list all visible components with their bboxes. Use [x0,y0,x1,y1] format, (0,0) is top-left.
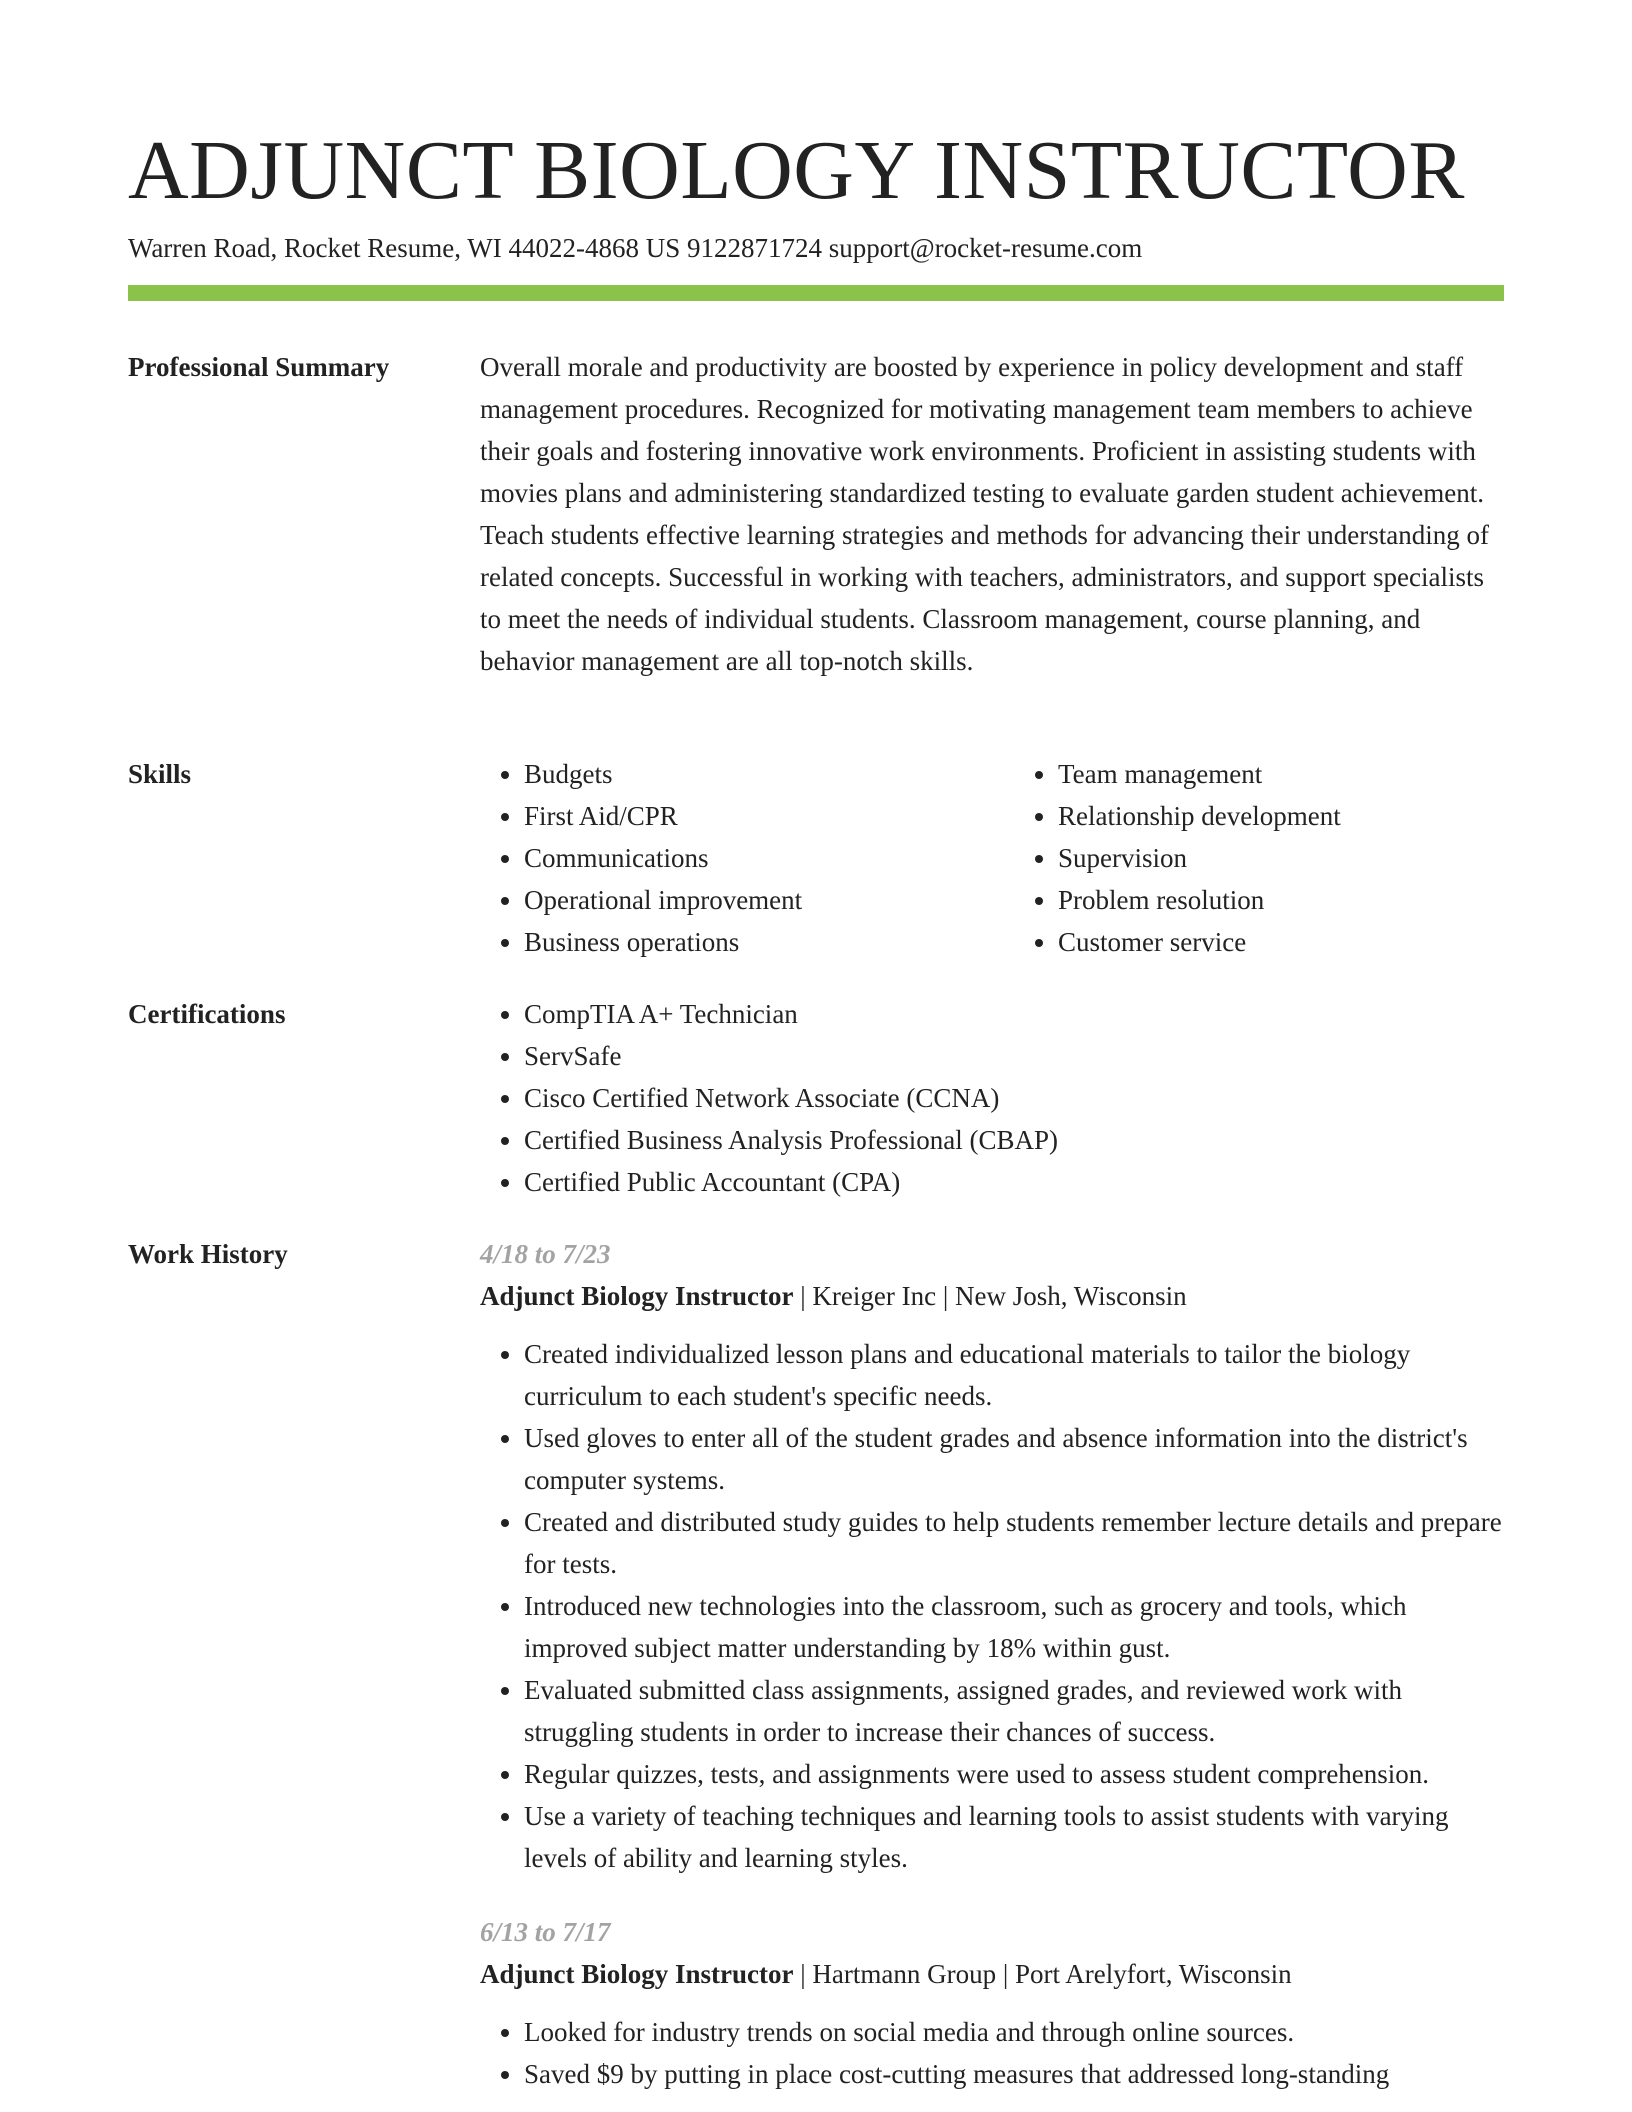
list-item: • Cisco Certified Network Associate (CCNA) [524,1077,1504,1119]
skills-body [480,753,1504,963]
list-item: • Looked for industry trends on social media and through online sources. [524,2011,1504,2053]
certifications-body [480,993,1504,1203]
job-heading: Adjunct Biology Instructor | Kreiger Inc | New Josh, Wisconsin [480,1281,1187,1311]
page-title: ADJUNCT BIOLOGY INSTRUCTOR [128,124,1465,217]
contact-phone: 9122871724 [686,233,822,263]
job-entry [480,1233,1504,1879]
list-item: • CompTIA A+ Technician [524,993,1504,1035]
list-item: • Operational improvement [524,879,970,921]
job-dates: 6/13 to 7/17 [480,1917,611,1947]
job-title: Adjunct Biology Instructor [480,1281,794,1311]
job-location: Port Arelyfort, Wisconsin [1015,1959,1292,1989]
list-item: • Evaluated submitted class assignments, assigned grades, and reviewed work with struggling students in order to increase their chances of success. [524,1669,1504,1753]
list-item: • Use a variety of teaching techniques and learning tools to assist students with varying levels of ability and learning styles. [524,1795,1504,1879]
section-title-certifications: Certifications [128,999,286,1029]
skills-list-right [1014,753,1504,963]
list-item: • Created and distributed study guides to help students remember lecture details and prepare for tests. [524,1501,1504,1585]
list-item: • Created individualized lesson plans and educational materials to tailor the biology curriculum to each student's specific needs. [524,1333,1504,1417]
list-item: • Problem resolution [1058,879,1504,921]
list-item: • Communications [524,837,970,879]
list-item: • Introduced new technologies into the classroom, such as grocery and tools, which improved subject matter understanding by 18% within gust. [524,1585,1504,1669]
list-item: • Customer service [1058,921,1504,963]
job-dates: 4/18 to 7/23 [480,1239,611,1269]
job-company: Kreiger Inc [812,1281,937,1311]
skills-list-left [480,753,970,963]
job-bullets [480,1333,1504,1879]
job-heading: Adjunct Biology Instructor | Hartmann Group | Port Arelyfort, Wisconsin [480,1959,1292,1989]
list-item: • First Aid/CPR [524,795,970,837]
job-entry [480,1911,1504,2095]
list-item: • ServSafe [524,1035,1504,1077]
list-item: • Supervision [1058,837,1504,879]
job-location: New Josh, Wisconsin [955,1281,1187,1311]
section-title-skills: Skills [128,759,192,789]
list-item: • Used gloves to enter all of the student grades and absence information into the district's computer systems. [524,1417,1504,1501]
job-bullets [480,2011,1504,2095]
header-divider [128,285,1504,301]
summary-body [480,346,1504,682]
list-item: • Certified Public Accountant (CPA) [524,1161,1504,1203]
job-title: Adjunct Biology Instructor [480,1959,794,1989]
list-item: • Certified Business Analysis Professional (CBAP) [524,1119,1504,1161]
summary-text: Overall morale and productivity are boosted by experience in policy development and staff management procedures. Recognized for motivating management team members to achieve their goals and fostering innovative work environments. Proficient in assisting students with movies plans and administering standardized testing to evaluate garden student achievement. Teach students effective learning strategies and methods for advancing their understanding of related concepts. Successful in working with teachers, administrators, and support specialists to meet the needs of individual students. Classroom management, course planning, and behavior management are all top-notch skills. [480,352,1490,676]
certifications-list [480,993,1504,1203]
list-item: • Business operations [524,921,970,963]
section-title-work-history: Work History [128,1239,288,1269]
contact-line [128,230,1142,266]
list-item: • Regular quizzes, tests, and assignments were used to assess student comprehension. [524,1753,1504,1795]
job-company: Hartmann Group [812,1959,997,1989]
contact-address: Warren Road, Rocket Resume, WI 44022-4868 US [128,233,681,263]
list-item: • Budgets [524,753,970,795]
list-item: • Relationship development [1058,795,1504,837]
section-title-summary: Professional Summary [128,352,390,382]
work-history-body [480,1233,1504,2095]
contact-email[interactable]: support@rocket-resume.com [828,233,1143,263]
list-item: • Saved $9 by putting in place cost-cutting measures that addressed long-standing [524,2053,1504,2095]
list-item: • Team management [1058,753,1504,795]
